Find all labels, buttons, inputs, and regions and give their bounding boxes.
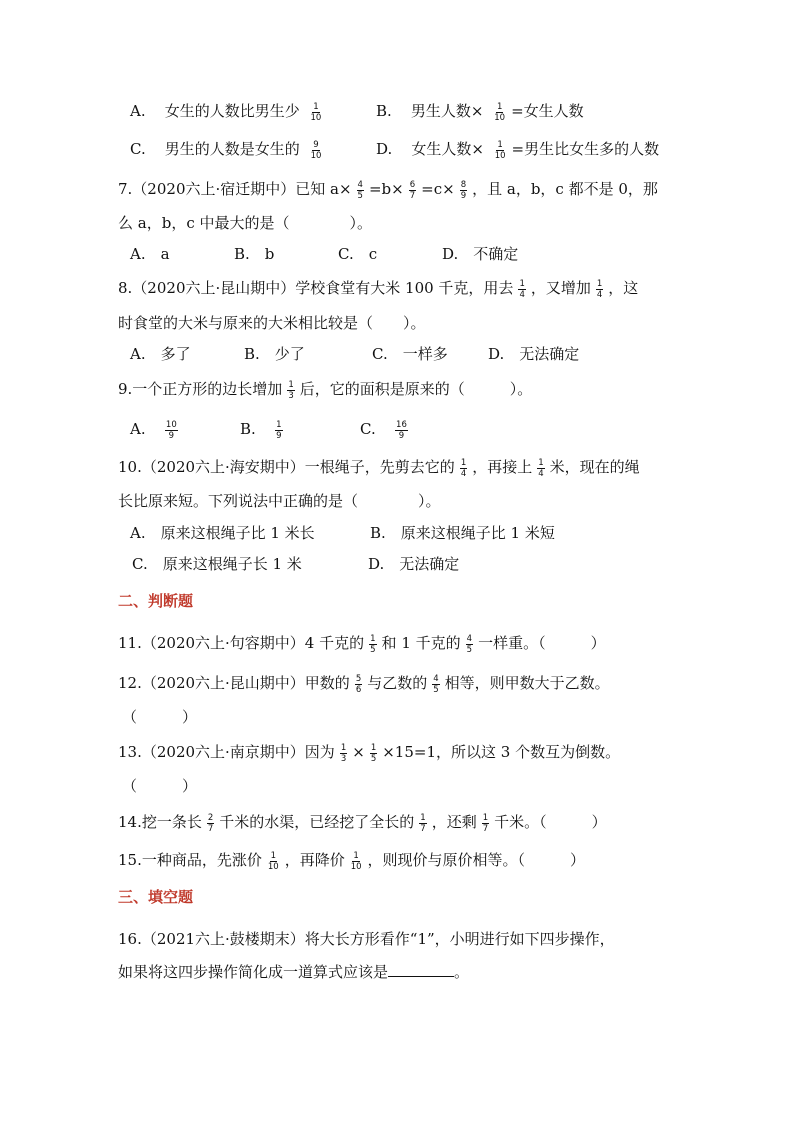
question-text: ，则现价与原价相等。（ ） [367, 851, 586, 869]
question-text: 一样重。（ ） [478, 634, 606, 652]
fraction: $\frac{1}{4}$ [519, 278, 525, 300]
q8-line2: 时食堂的大米与原来的大米相比较是（ ）。 [118, 314, 426, 332]
option-text: =男生比女生多的人数 [511, 140, 660, 158]
q12-line1 [118, 672, 610, 695]
q14-line [118, 811, 607, 834]
fraction: $\frac{1}{7}$ [420, 812, 426, 834]
fraction: $\frac{1}{3}$ [340, 742, 347, 764]
q6-option-d [376, 138, 659, 161]
question-text: 后，它的面积是原来的（ ）。 [299, 380, 533, 398]
question-text: ，这 [608, 279, 639, 297]
fraction: $\frac{1}{10}$ [494, 101, 506, 123]
q8-line1 [118, 277, 638, 300]
q11-line [118, 632, 606, 655]
q8-option-b: B. 少了 [244, 345, 305, 363]
question-text: 。 [454, 963, 470, 981]
q13-answer-paren: （ ） [122, 777, 198, 795]
fraction: $\frac{1}{10}$ [310, 101, 322, 123]
fraction: $\frac{6}{7}$ [409, 179, 416, 201]
question-text: 14.挖一条长 [118, 813, 202, 831]
q10-line2: 长比原来短。下列说法中正确的是（ ）。 [118, 492, 441, 510]
q9-option-b [240, 418, 288, 441]
option-label: B. [240, 420, 256, 438]
q7-option-c: C. c [338, 245, 378, 263]
question-text: 9.一个正方形的边长增加 [118, 380, 283, 398]
q7-option-d: D. 不确定 [442, 245, 519, 263]
q16-line2 [118, 961, 469, 983]
question-text: ，还剩 [431, 813, 477, 831]
question-text: 千米的水渠，已经挖了全长的 [219, 813, 415, 831]
fraction: $\frac{16}{9}$ [396, 419, 407, 441]
question-text: × [352, 743, 365, 761]
option-text: 男生的人数是女生的 [164, 140, 300, 158]
question-text: ，且 a，b，c 都不是 0，那 [472, 180, 658, 198]
q6-option-c [130, 138, 327, 161]
question-text: 8.（2020六上·昆山期中）学校食堂有大米 100 千克，用去 [118, 279, 514, 297]
fraction: $\frac{1}{10}$ [494, 139, 506, 161]
question-text: =c× [421, 180, 455, 198]
q9-line1 [118, 378, 532, 401]
fraction: $\frac{1}{10}$ [350, 850, 362, 872]
fraction: $\frac{1}{7}$ [482, 812, 489, 834]
option-label: C. [130, 140, 146, 158]
question-text: 12.（2020六上·昆山期中）甲数的 [118, 674, 350, 692]
fraction: $\frac{4}{5}$ [357, 179, 363, 201]
question-text: 相等，则甲数大于乙数。 [444, 674, 610, 692]
fraction: $\frac{1}{5}$ [370, 742, 377, 764]
fraction: $\frac{1}{3}$ [288, 379, 294, 401]
fraction: $\frac{5}{6}$ [355, 673, 362, 695]
q6-option-a [130, 100, 327, 123]
option-text: 男生人数× [410, 102, 484, 120]
question-text: ×15=1，所以这 3 个数互为倒数。 [382, 743, 621, 761]
fraction: $\frac{1}{9}$ [276, 419, 282, 441]
question-text: ，又增加 [530, 279, 591, 297]
fraction: $\frac{8}{9}$ [460, 179, 467, 201]
question-text: ，再降价 [284, 851, 345, 869]
option-label: D. [376, 140, 393, 158]
q10-option-d: D. 无法确定 [368, 555, 460, 573]
option-text: =女生人数 [511, 102, 584, 120]
fraction: $\frac{9}{10}$ [310, 139, 322, 161]
fraction: $\frac{2}{7}$ [207, 812, 214, 834]
question-text: 米，现在的绳 [549, 458, 640, 476]
q10-option-a: A. 原来这根绳子比 1 米长 [130, 524, 315, 542]
q8-option-a: A. 多了 [130, 345, 191, 363]
q13-line1 [118, 741, 620, 764]
question-text: 与乙数的 [367, 674, 428, 692]
q10-option-c: C. 原来这根绳子长 1 米 [132, 555, 302, 573]
q10-option-b: B. 原来这根绳子比 1 米短 [370, 524, 555, 542]
option-text: 女生的人数比男生少 [164, 102, 300, 120]
question-text: 10.（2020六上·海安期中）一根绳子，先剪去它的 [118, 458, 455, 476]
q8-option-c: C. 一样多 [372, 345, 448, 363]
q7-line2: 么 a，b，c 中最大的是（ ）。 [118, 214, 372, 232]
question-text: 千米。（ ） [494, 813, 607, 831]
fraction: $\frac{1}{4}$ [460, 457, 467, 479]
q7-option-a: A. a [130, 245, 170, 263]
fraction: $\frac{1}{4}$ [596, 278, 603, 300]
question-text: 11.（2020六上·句容期中）4 千克的 [118, 634, 365, 652]
option-label: B. [376, 102, 392, 120]
section-title-fill-in: 三、填空题 [118, 888, 194, 906]
q9-option-c [360, 418, 413, 441]
question-text: ，再接上 [472, 458, 533, 476]
fraction: $\frac{4}{5}$ [433, 673, 439, 695]
q8-option-d: D. 无法确定 [488, 345, 580, 363]
question-text: 13.（2020六上·南京期中）因为 [118, 743, 335, 761]
fraction: $\frac{4}{5}$ [466, 633, 473, 655]
fraction: $\frac{1}{10}$ [267, 850, 279, 872]
fraction: $\frac{10}{9}$ [165, 419, 177, 441]
fraction: $\frac{1}{5}$ [370, 633, 376, 655]
q6-option-b [376, 100, 584, 123]
q10-line1 [118, 456, 640, 479]
q12-answer-paren: （ ） [122, 708, 198, 726]
q9-option-a [130, 418, 183, 441]
option-label: A. [130, 102, 146, 120]
fraction: $\frac{1}{4}$ [538, 457, 544, 479]
question-text: =b× [368, 180, 404, 198]
q7-option-b: B. b [234, 245, 275, 263]
question-text: 和 1 千克的 [381, 634, 461, 652]
option-label: A. [130, 420, 146, 438]
question-text: 15.一种商品，先涨价 [118, 851, 262, 869]
q15-line [118, 849, 585, 872]
q7-line1 [118, 178, 658, 201]
question-text: 7.（2020六上·宿迁期中）已知 a× [118, 180, 352, 198]
q16-line1: 16.（2021六上·鼓楼期末）将大长方形看作“1”，小明进行如下四步操作， [118, 930, 615, 948]
question-text: 如果将这四步操作简化成一道算式应该是 [118, 963, 389, 981]
section-title-judgement: 二、判断题 [118, 592, 194, 610]
option-label: C. [360, 420, 376, 438]
option-text: 女生人数× [411, 140, 484, 158]
answer-blank[interactable] [388, 962, 454, 977]
